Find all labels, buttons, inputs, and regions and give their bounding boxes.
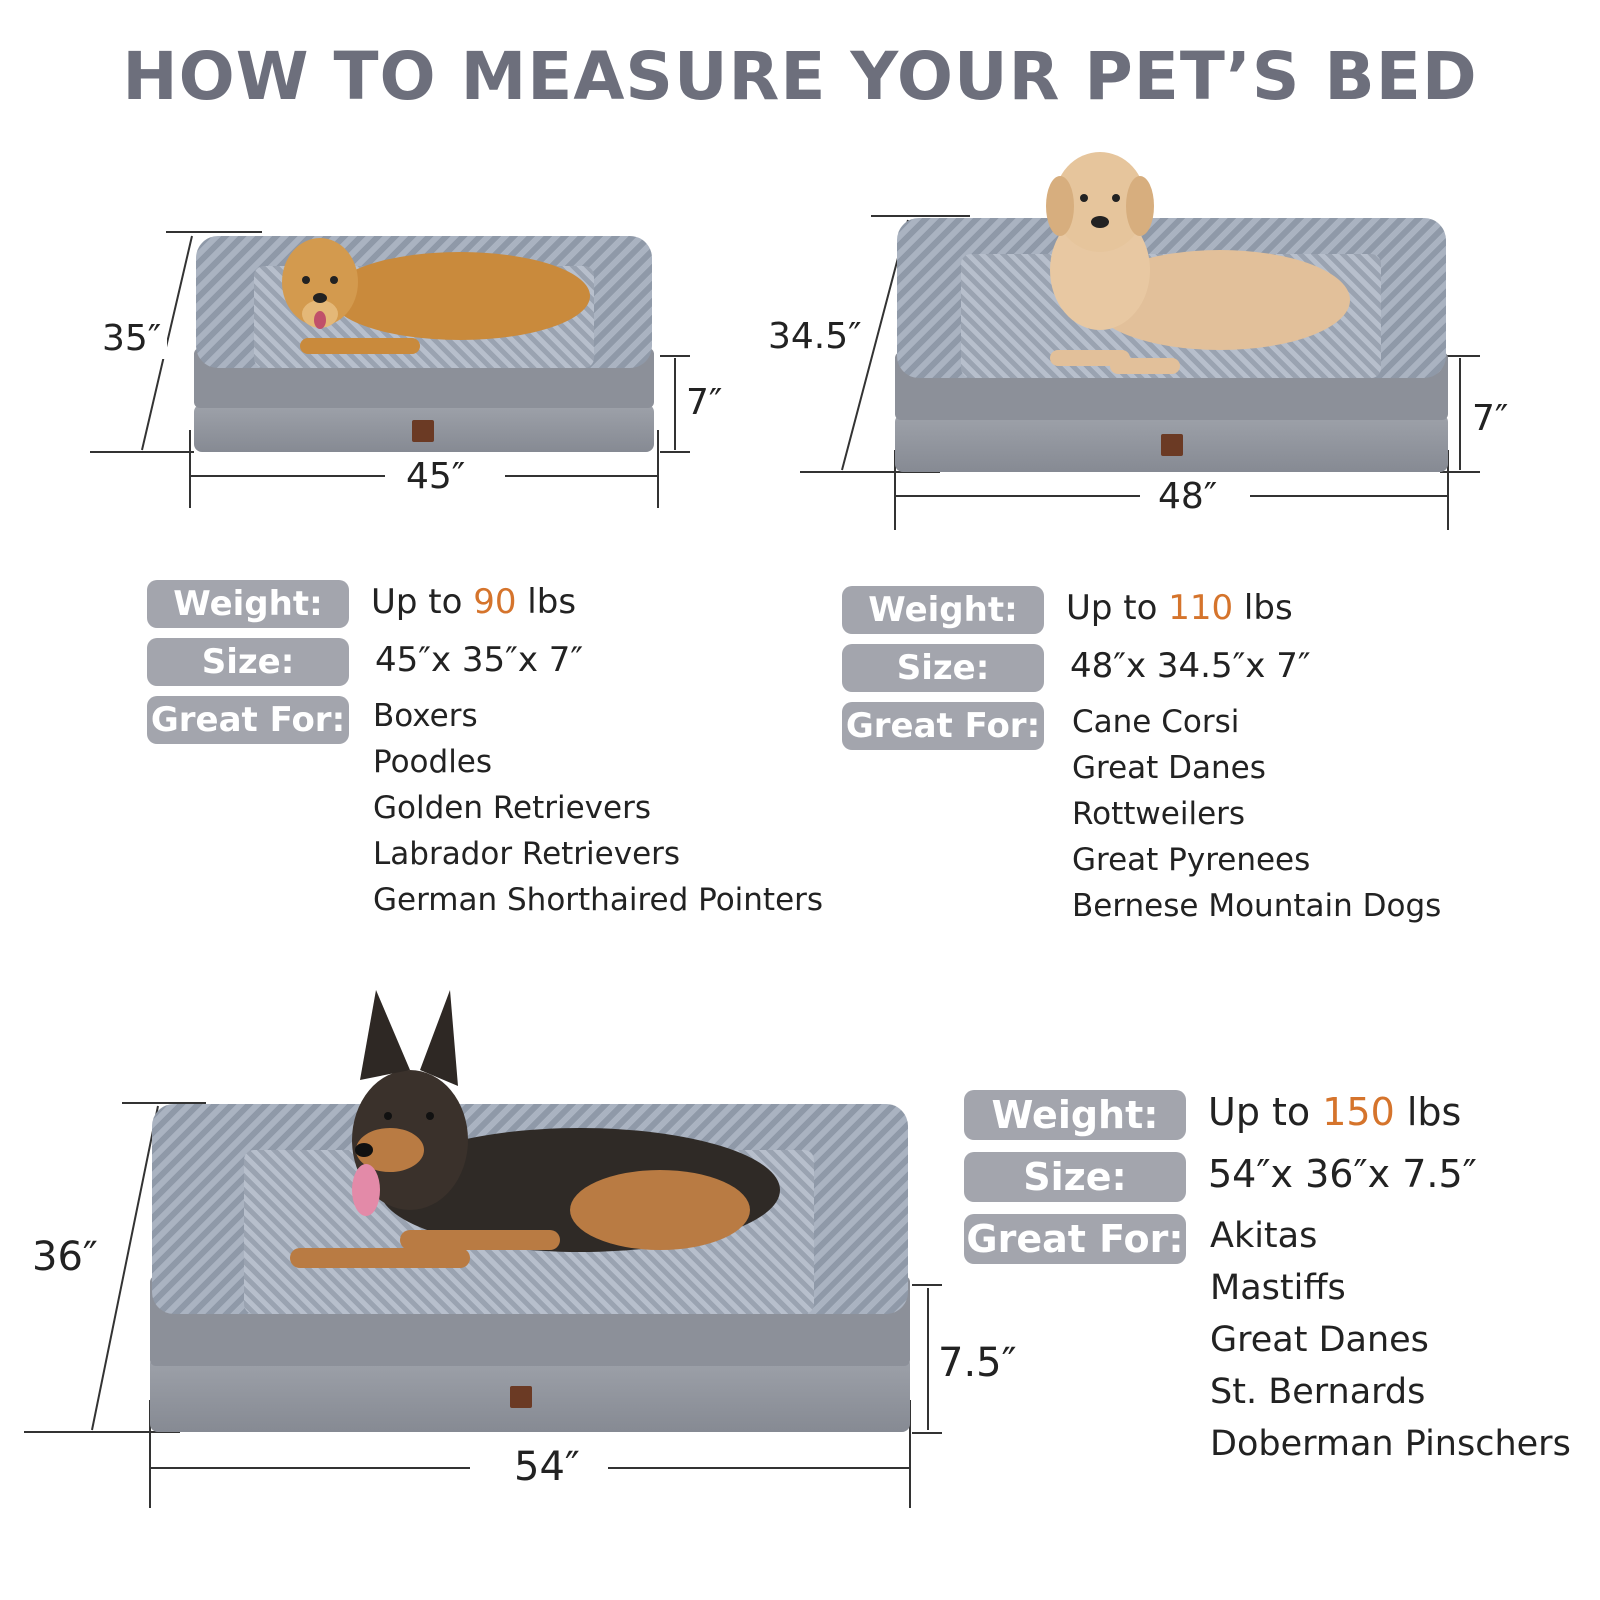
great-for-label: Great For: (147, 696, 349, 744)
bed-1-length-label: 45″ (400, 456, 471, 497)
breed-item: Cane Corsi (1072, 704, 1240, 740)
bed-2-height-label: 7″ (1466, 398, 1514, 439)
breed-item: Boxers (373, 698, 478, 734)
breed-item: Doberman Pinschers (1210, 1424, 1571, 1464)
bed-3-specs (964, 1090, 1594, 1490)
breed-item: Great Danes (1210, 1320, 1429, 1360)
bed-1-height-label: 7″ (680, 382, 728, 423)
bed-2-width-label: 34.5″ (762, 316, 868, 357)
bed-1-width-label: 35″ (96, 318, 167, 359)
weight-value: Up to 90 lbs (371, 582, 577, 622)
breed-item: German Shorthaired Pointers (373, 882, 824, 918)
size-value: 45″x 35″x 7″ (375, 640, 584, 680)
size-label: Size: (964, 1152, 1186, 1202)
breed-item: Golden Retrievers (373, 790, 651, 826)
weight-value: Up to 150 lbs (1208, 1090, 1462, 1134)
great-for-label: Great For: (964, 1214, 1186, 1264)
golden-retriever-icon (260, 220, 600, 370)
bed-1-specs (147, 578, 867, 938)
bed-2-length-label: 48″ (1152, 476, 1223, 517)
page-title: HOW TO MEASURE YOUR PET’S BED (122, 38, 1478, 115)
bed-3-height-label: 7.5″ (932, 1340, 1023, 1386)
weight-label: Weight: (964, 1090, 1186, 1140)
size-value: 54″x 36″x 7.5″ (1208, 1152, 1477, 1196)
german-shepherd-icon (280, 990, 800, 1290)
bed-3-length-label: 54″ (508, 1444, 586, 1490)
weight-label: Weight: (147, 580, 349, 628)
breed-item: Bernese Mountain Dogs (1072, 888, 1442, 924)
weight-label: Weight: (842, 586, 1044, 634)
size-label: Size: (842, 644, 1044, 692)
great-for-label: Great For: (842, 702, 1044, 750)
labrador-icon (990, 150, 1370, 390)
breed-item: Mastiffs (1210, 1268, 1346, 1308)
breed-item: Great Pyrenees (1072, 842, 1311, 878)
size-value: 48″x 34.5″x 7″ (1070, 646, 1311, 686)
breed-item: Great Danes (1072, 750, 1266, 786)
breed-item: Labrador Retrievers (373, 836, 681, 872)
size-label: Size: (147, 638, 349, 686)
breed-item: St. Bernards (1210, 1372, 1426, 1412)
bed-2-specs (842, 586, 1582, 946)
bed-3-width-label: 36″ (26, 1234, 104, 1280)
weight-value: Up to 110 lbs (1066, 588, 1293, 628)
breed-item: Akitas (1210, 1216, 1318, 1256)
breed-item: Rottweilers (1072, 796, 1246, 832)
breed-item: Poodles (373, 744, 493, 780)
